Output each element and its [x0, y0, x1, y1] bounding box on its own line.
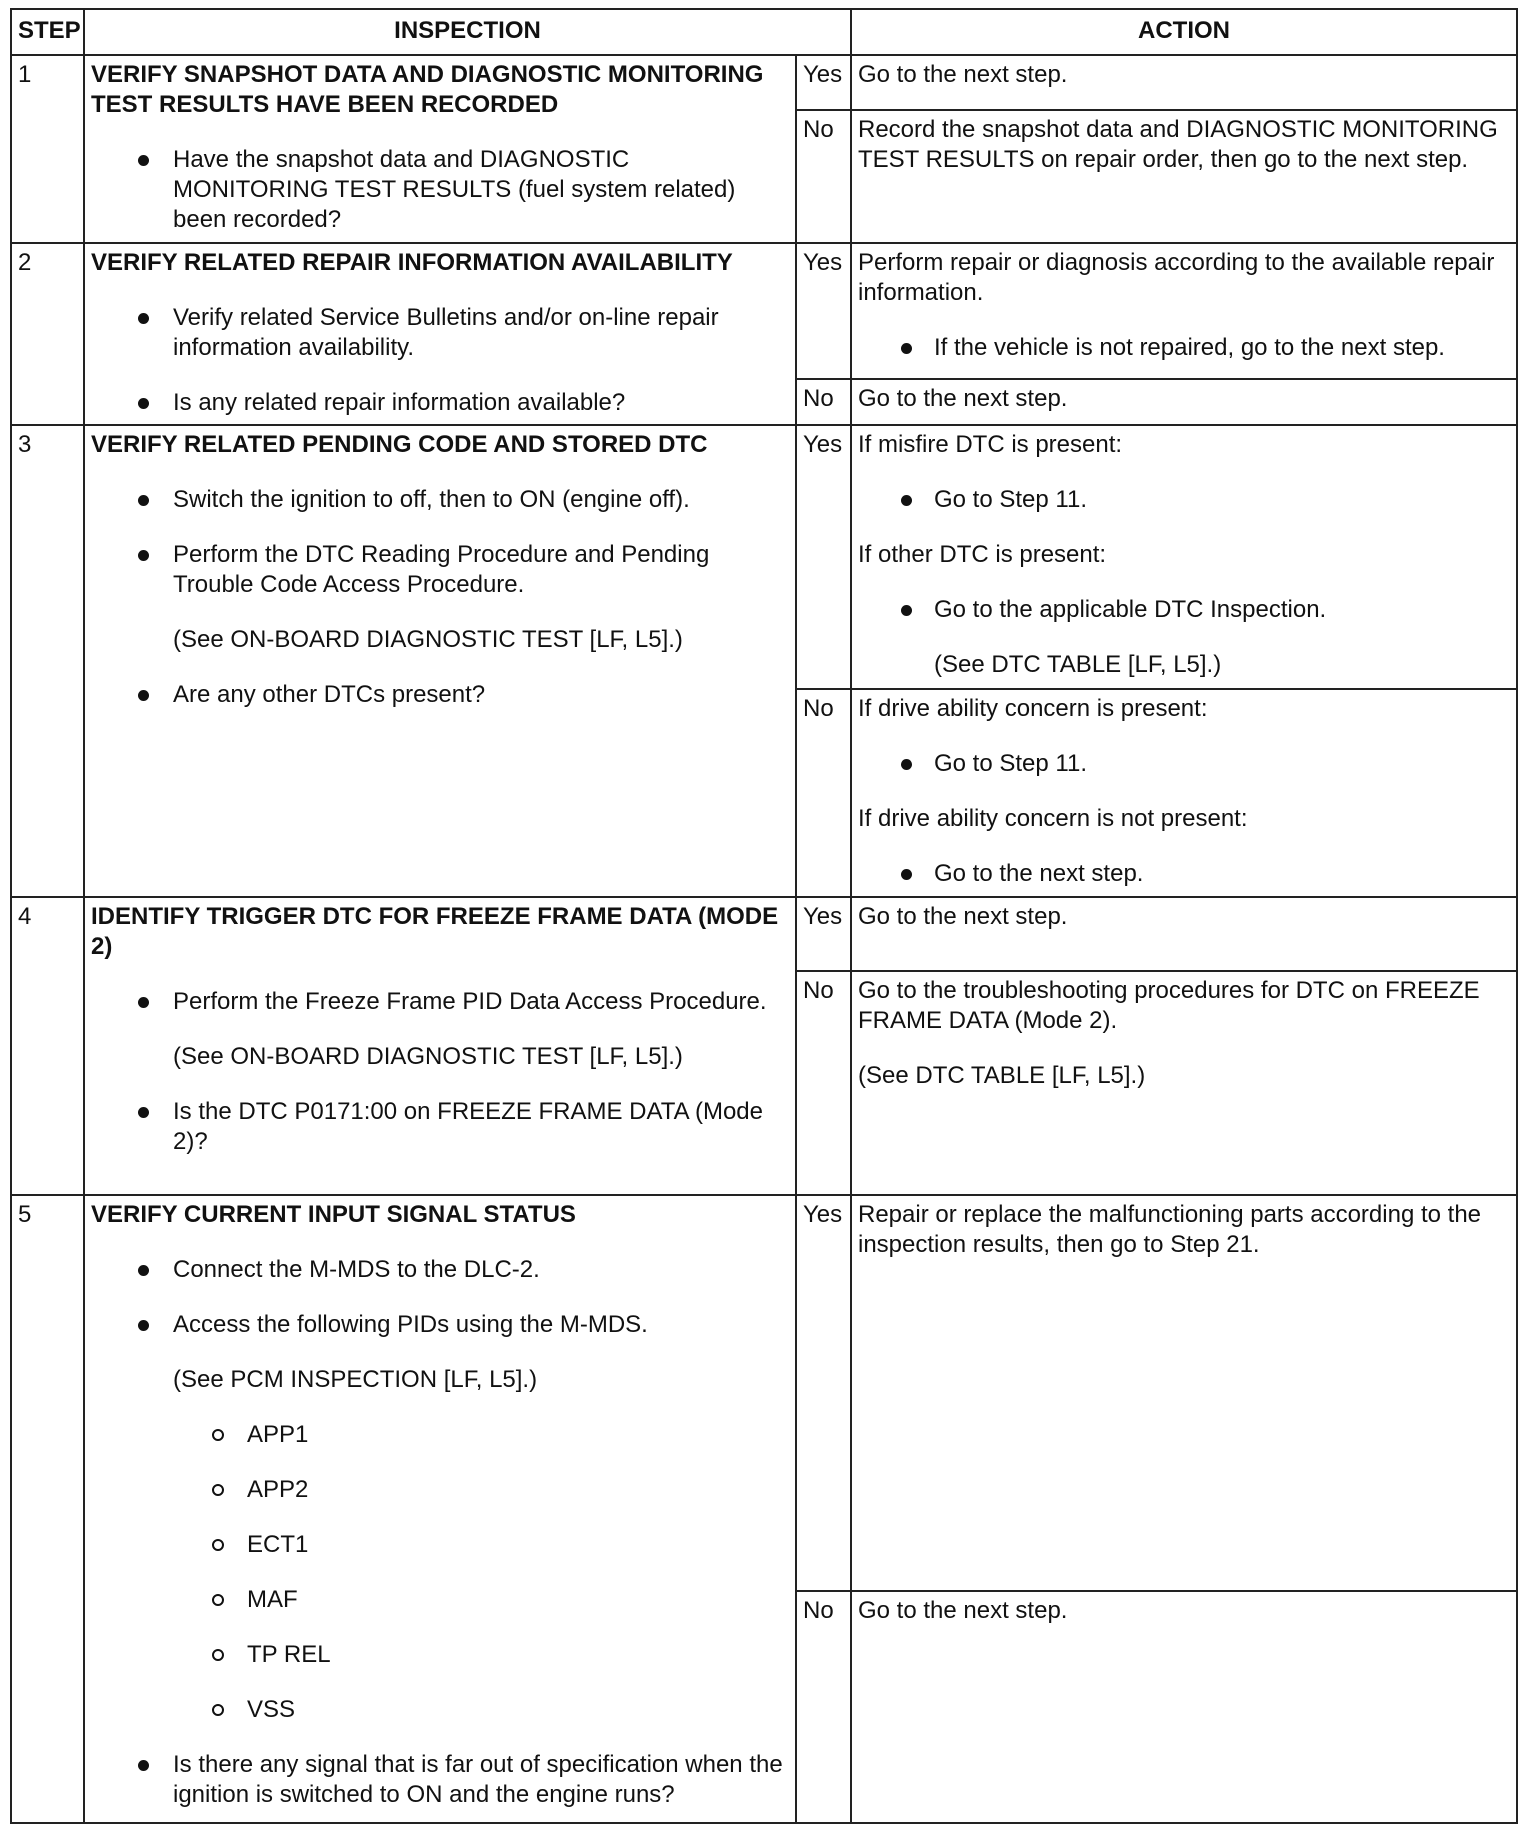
yes-action: Go to the next step.: [851, 897, 1517, 971]
step-title: VERIFY RELATED PENDING CODE AND STORED DTC: [91, 431, 708, 458]
no-action: Go to the next step.: [851, 1591, 1517, 1823]
inspection-bullet: Perform the Freeze Frame PID Data Access Procedure.: [91, 987, 789, 1017]
step-number: 2: [11, 243, 84, 425]
step-5-yes-row: [11, 1195, 1517, 1591]
inspection-bullet: Perform the DTC Reading Procedure and Pending Trouble Code Access Procedure.: [91, 540, 789, 600]
step-3-inspection: [84, 425, 796, 897]
bullet-icon: [138, 1320, 149, 1331]
circle-bullet-icon: [212, 1704, 224, 1716]
yes-action: Repair or replace the malfunctioning parts according to the inspection results, then go to Step 21.: [851, 1195, 1517, 1591]
bullet-icon: [901, 343, 912, 354]
no-action: Go to the next step.: [851, 379, 1517, 425]
inspection-bullet: Verify related Service Bulletins and/or on-line repair information availability.: [91, 303, 789, 363]
step-title: VERIFY SNAPSHOT DATA AND DIAGNOSTIC MONITORING TEST RESULTS HAVE BEEN RECORDED: [91, 61, 764, 118]
pid-item: APP2: [91, 1475, 789, 1505]
step-title: IDENTIFY TRIGGER DTC FOR FREEZE FRAME DATA (MODE 2): [91, 903, 779, 960]
step-4-yes-row: [11, 897, 1517, 971]
pid-item: ECT1: [91, 1530, 789, 1560]
bullet-icon: [138, 1760, 149, 1771]
circle-bullet-icon: [212, 1539, 224, 1551]
inspection-bullet: Access the following PIDs using the M-MDS.: [91, 1310, 789, 1340]
inspection-bullet: Switch the ignition to off, then to ON (engine off).: [91, 485, 789, 515]
circle-bullet-icon: [212, 1594, 224, 1606]
circle-bullet-icon: [212, 1649, 224, 1661]
yes-label: Yes: [796, 897, 851, 971]
bullet-icon: [138, 1265, 149, 1276]
action-bullet: Go to the applicable DTC Inspection.: [858, 595, 1510, 625]
bullet-icon: [901, 869, 912, 880]
step-2-inspection: [84, 243, 796, 425]
bullet-icon: [138, 398, 149, 409]
bullet-icon: [901, 495, 912, 506]
no-action: If drive ability concern is present: Go to Step 11. If drive ability concern is not present: Go to the next step.: [851, 689, 1517, 897]
yes-label: Yes: [796, 243, 851, 379]
reference-note: (See ON-BOARD DIAGNOSTIC TEST [LF, L5].): [173, 1043, 683, 1070]
inspection-bullet: Is the DTC P0171:00 on FREEZE FRAME DATA (Mode 2)?: [91, 1097, 789, 1157]
bullet-icon: [138, 313, 149, 324]
no-action: Record the snapshot data and DIAGNOSTIC MONITORING TEST RESULTS on repair order, then go to the next step.: [851, 110, 1517, 243]
action-bullet: Go to the next step.: [858, 859, 1510, 889]
action-bullet: Go to Step 11.: [858, 749, 1510, 779]
pid-item: APP1: [91, 1420, 789, 1450]
no-label: No: [796, 379, 851, 425]
yes-label: Yes: [796, 425, 851, 689]
inspection-bullet: Are any other DTCs present?: [91, 680, 789, 710]
circle-bullet-icon: [212, 1429, 224, 1441]
pid-item: MAF: [91, 1585, 789, 1615]
step-title: VERIFY CURRENT INPUT SIGNAL STATUS: [91, 1201, 576, 1228]
inspection-bullet: Is there any signal that is far out of specification when the ignition is switched to ON and the engine runs?: [91, 1750, 789, 1810]
bullet-icon: [138, 997, 149, 1008]
step-4-inspection: [84, 897, 796, 1195]
inspection-bullet: Is any related repair information available?: [91, 388, 789, 418]
reference-note: (See DTC TABLE [LF, L5].): [934, 651, 1222, 678]
inspection-bullet: Connect the M-MDS to the DLC-2.: [91, 1255, 789, 1285]
step-1-inspection: [84, 55, 796, 243]
header-action: ACTION: [851, 9, 1517, 55]
bullet-icon: [901, 605, 912, 616]
pid-item: TP REL: [91, 1640, 789, 1670]
yes-label: Yes: [796, 55, 851, 110]
bullet-icon: [138, 155, 149, 166]
step-5-inspection: [84, 1195, 796, 1823]
step-title: VERIFY RELATED REPAIR INFORMATION AVAILABILITY: [91, 249, 733, 276]
no-label: No: [796, 689, 851, 897]
no-label: No: [796, 971, 851, 1195]
header-row: [11, 9, 1517, 55]
diagnostic-table: [10, 8, 1518, 1824]
reference-note: (See PCM INSPECTION [LF, L5].): [173, 1366, 538, 1393]
step-number: 1: [11, 55, 84, 243]
step-number: 5: [11, 1195, 84, 1823]
bullet-icon: [138, 690, 149, 701]
bullet-icon: [138, 550, 149, 561]
no-action: Go to the troubleshooting procedures for DTC on FREEZE FRAME DATA (Mode 2). (See DTC TABLE [LF, L5].): [851, 971, 1517, 1195]
step-number: 4: [11, 897, 84, 1195]
step-3-yes-row: [11, 425, 1517, 689]
yes-label: Yes: [796, 1195, 851, 1591]
action-bullet: If the vehicle is not repaired, go to the next step.: [858, 333, 1510, 363]
step-1-yes-row: [11, 55, 1517, 110]
no-label: No: [796, 1591, 851, 1823]
circle-bullet-icon: [212, 1484, 224, 1496]
bullet-icon: [138, 1107, 149, 1118]
bullet-icon: [901, 759, 912, 770]
yes-action: Perform repair or diagnosis according to the available repair information. If the vehicle is not repaired, go to the next step.: [851, 243, 1517, 379]
action-bullet: Go to Step 11.: [858, 485, 1510, 515]
header-inspection: INSPECTION: [84, 9, 851, 55]
step-2-yes-row: [11, 243, 1517, 379]
header-step: STEP: [11, 9, 84, 55]
no-label: No: [796, 110, 851, 243]
inspection-bullet: Have the snapshot data and DIAGNOSTIC MONITORING TEST RESULTS (fuel system related) been recorded?: [91, 145, 789, 235]
pid-item: VSS: [91, 1695, 789, 1725]
reference-note: (See ON-BOARD DIAGNOSTIC TEST [LF, L5].): [173, 626, 683, 653]
reference-note: (See DTC TABLE [LF, L5].): [858, 1062, 1146, 1089]
bullet-icon: [138, 495, 149, 506]
step-number: 3: [11, 425, 84, 897]
yes-action: Go to the next step.: [851, 55, 1517, 110]
yes-action: If misfire DTC is present: Go to Step 11. If other DTC is present: Go to the applicable DTC Inspection. (See DTC TABLE [LF, L5].): [851, 425, 1517, 689]
